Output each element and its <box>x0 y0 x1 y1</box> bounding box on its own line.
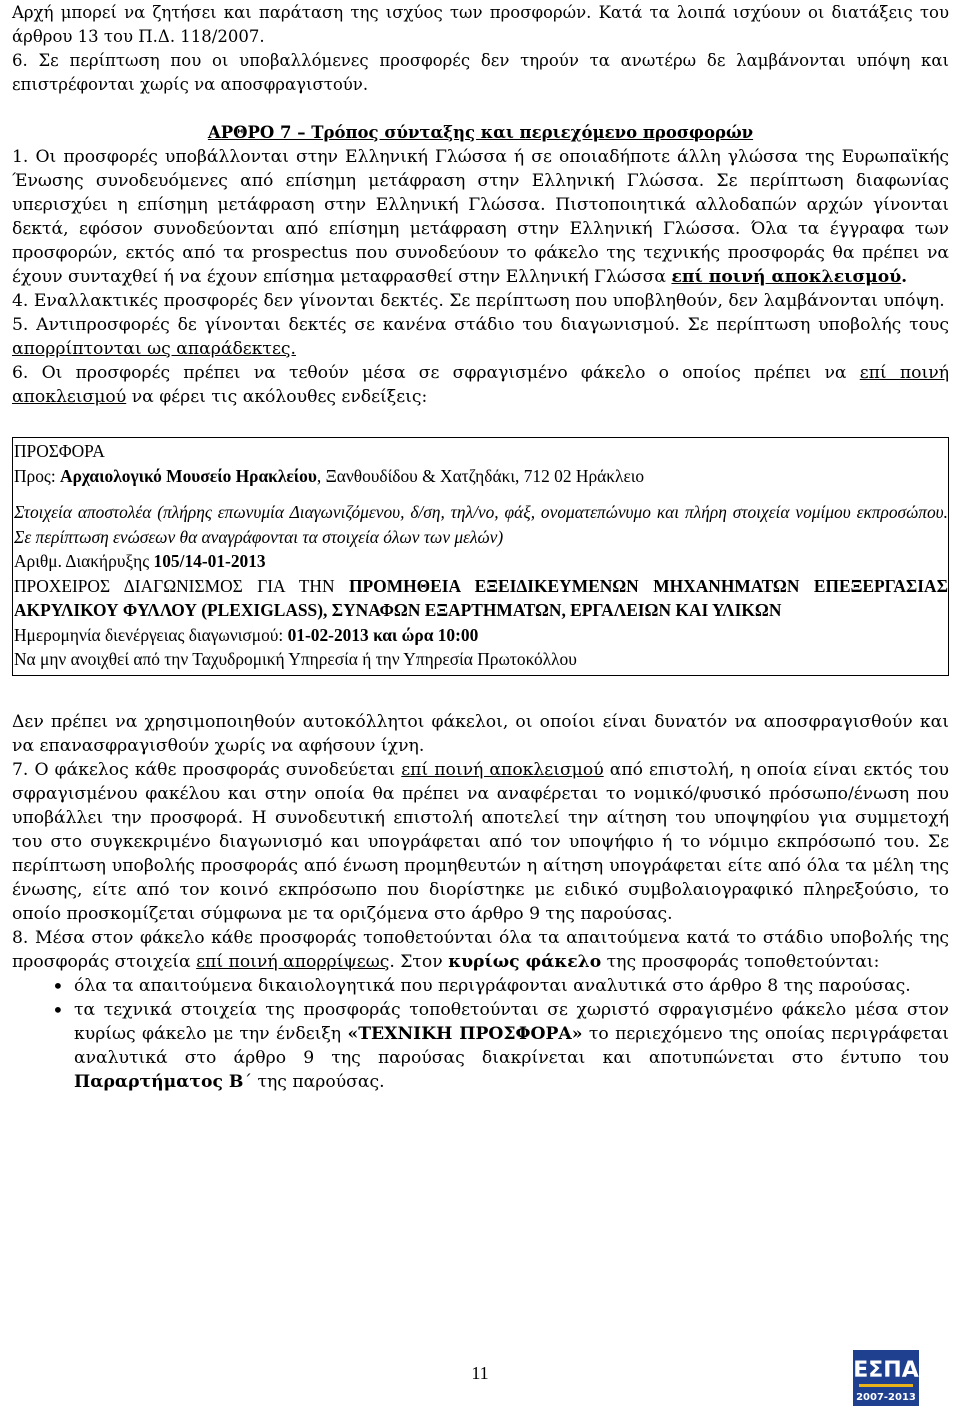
box-title: ΠΡΟΣΦΟΡΑ <box>14 441 105 461</box>
svg-text:2007-2013: 2007-2013 <box>856 1392 916 1403</box>
recipient-line: Προς: Αρχαιολογικό Μουσείο Ηρακλείου, Ξανθουδίδου & Χατζηδάκι, 712 02 Ηράκλειο <box>14 465 645 486</box>
paragraph-6-sealed-envelope: 6. Οι προσφορές πρέπει να τεθούν μέσα σε σφραγισμένο φάκελο ο οποίος πρέπει να επί ποινή αποκλεισμού να φέρει τις ακόλουθες ενδείξεις: <box>12 363 949 407</box>
envelope-label-box <box>12 437 949 676</box>
sender-details-note: Στοιχεία αποστολέα (πλήρης επωνυμία Διαγωνιζόμενου, δ/ση, τηλ/νο, φάξ, ονοματεπώνυμο και πλήρη στοιχεία νομίμου εκπροσώπου. Σε περίπτωση ενώσεων θα αναγράφονται τα στοιχεία όλων των μελών) <box>14 502 948 547</box>
espa-logo <box>853 1350 919 1406</box>
tender-title: ΠΡΟΧΕΙΡΟΣ ΔΙΑΓΩΝΙΣΜΟΣ ΓΙΑ ΤΗΝ ΠΡΟΜΗΘΕΙΑ ΕΞΕΙΔΙΚΕΥΜΕΝΩΝ ΜΗΧΑΝΗΜΑΤΩΝ ΕΠΕΞΕΡΓΑΣΙΑΣ ΑΚΡΥΛΙΚΟΥ ΦΥΛΛΟΥ (PLEXIGLASS), ΣΥΝΑΦΩΝ ΕΞΑΡΤΗΜΑΤΩΝ, ΕΡΓΑΛΕΙΩΝ ΚΑΙ ΥΛΙΚΩΝ <box>14 575 948 620</box>
document-page <box>12 0 949 1094</box>
paragraph-6-returned: 6. Σε περίπτωση που οι υποβαλλόμενες προσφορές δεν τηρούν τα ανωτέρω δε λαμβάνονται υπόψη και επιστρέφονται χωρίς να αποσφραγιστούν. <box>12 51 949 94</box>
paragraph-4-alternatives: 4. Εναλλακτικές προσφορές δεν γίνονται δεκτές. Σε περίπτωση που υποβληθούν, δεν λαμβάνονται υπόψη. <box>12 291 945 311</box>
declaration-number: Αριθμ. Διακήρυξης 105/14-01-2013 <box>14 551 266 571</box>
article-7-heading: ΑΡΘΡΟ 7 – Τρόπος σύνταξης και περιεχόμενο προσφορών <box>207 123 754 142</box>
paragraph-7-cover-letter: 7. Ο φάκελος κάθε προσφοράς συνοδεύεται επί ποινή αποκλεισμού από επιστολή, η οποία είναι εκτός του σφραγισμένου φακέλου και στην οποία θα πρέπει να αναφέρεται το νομικό/φυσικό πρόσωπο/ένωση που υποβάλλει την προσφορά. Η συνοδευτική επιστολή αποτελεί την αίτηση του υποψηφίου για συμμετοχή του στο συγκεκριμένο διαγωνισμό και υπογράφεται από τον υποψήφιο ή το νόμιμο εκπρόσωπό του. Σε περίπτωση υποβολής προσφοράς από ένωση προμηθευτών η αίτηση υπογράφεται είτε από όλα τα μέλη της ένωσης, είτε από τον κοινό εκπρόσωπο που διορίστηκε με ειδικό συμβολαιογραφικό πληρεξούσιο, το οποίο προσκομίζεται σύμφωνα με τα οριζόμενα στο άρθρο 9 της παρούσας. <box>12 759 949 924</box>
tender-date: Ημερομηνία διενέργειας διαγωνισμού: 01-02-2013 και ώρα 10:00 <box>14 624 479 645</box>
paragraph-8-contents: 8. Μέσα στον φάκελο κάθε προσφοράς τοποθετούνται όλα τα απαιτούμενα κατά το στάδιο υποβολής της προσφοράς στοιχεία επί ποινή απορρίψεως. Στον κυρίως φάκελο της προσφοράς τοποθετούνται: <box>12 927 949 972</box>
intro-paragraph: Αρχή μπορεί να ζητήσει και παράταση της ισχύος των προσφορών. Κατά τα λοιπά ισχύουν οι διατάξεις του άρθρου 13 του Π.Δ. 118/2007. <box>12 3 949 46</box>
do-not-open-note: Να μην ανοιχθεί από την Ταχυδρομική Υπηρεσία ή την Υπηρεσία Πρωτοκόλλου <box>14 649 577 669</box>
main-envelope-list <box>12 974 949 1094</box>
list-item: • όλα τα απαιτούμενα δικαιολογητικά που περιγράφονται αναλυτικά στο άρθρο 8 της παρούσας. <box>12 974 949 998</box>
svg-text:ΕΣΠΑ: ΕΣΠΑ <box>853 1358 919 1383</box>
list-item: • τα τεχνικά στοιχεία της προσφοράς τοποθετούνται σε χωριστό σφραγισμένο φάκελο μέσα στον κυρίως φάκελο με την ένδειξη «ΤΕΧΝΙΚΗ ΠΡΟΣΦΟΡΑ» το περιεχόμενο της οποίας περιγράφεται αναλυτικά στο άρθρο 9 της παρούσας διακρίνεται και αποτυπώνεται στο έντυπο του Παραρτήματος Β΄ της παρούσας. <box>12 998 949 1094</box>
envelope-warning: Δεν πρέπει να χρησιμοποιηθούν αυτοκόλλητοι φάκελοι, οι οποίοι είναι δυνατόν να αποσφραγισθούν και να επανασφραγισθούν χωρίς να αφήσουν ίχνη. <box>12 711 949 756</box>
espa-logo-icon <box>853 1350 919 1406</box>
paragraph-1-language: 1. Οι προσφορές υποβάλλονται στην Ελληνική Γλώσσα ή σε οποιαδήποτε άλλη γλώσσα της Ευρωπαϊκής Ένωσης συνοδευόμενες από επίσημη μετάφραση στην Ελληνική Γλώσσα. Σε περίπτωση διαφωνίας υπερισχύει η επίσημη μετάφραση στην Ελληνική Γλώσσα. Πιστοποιητικά αλλοδαπών αρχών γίνονται δεκτά, εφόσον συνοδεύονται από επίσημη μετάφραση στην Ελληνική Γλώσσα. Όλα τα έγγραφα των προσφορών, εκτός από τα prospectus που συνοδεύουν το φάκελο της τεχνικής προσφοράς θα πρέπει να έχουν συνταχθεί ή να έχουν επίσημα μεταφρασθεί στην Ελληνική Γλώσσα επί ποινή αποκλεισμού. <box>12 147 949 287</box>
exclusion-emphasis: επί ποινή αποκλεισμού <box>671 267 902 287</box>
page-number: 11 <box>471 1363 489 1383</box>
paragraph-5-counteroffers: 5. Αντιπροσφορές δε γίνονται δεκτές σε κανένα στάδιο του διαγωνισμού. Σε περίπτωση υποβολής τους απορρίπτονται ως απαράδεκτες. <box>12 315 949 359</box>
